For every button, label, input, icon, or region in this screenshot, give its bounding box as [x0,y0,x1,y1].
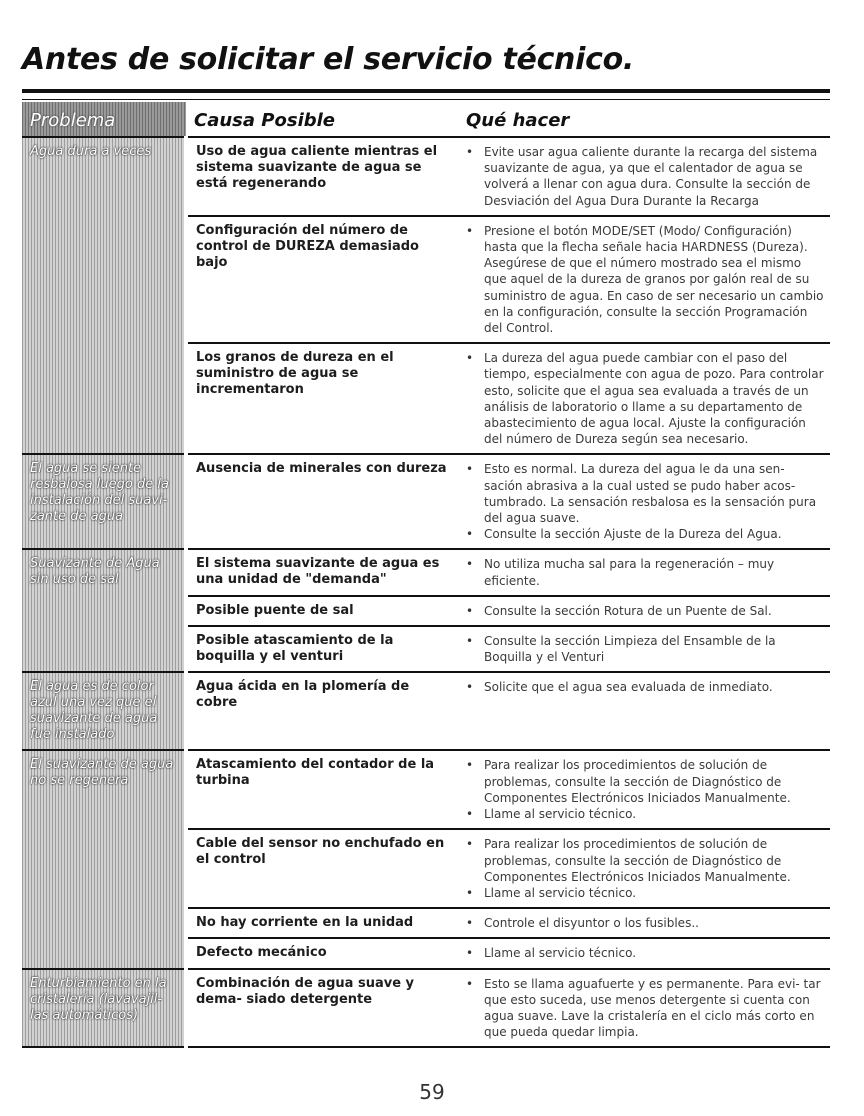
problem-cell: El suavizante de agua no se regenera [22,750,186,968]
todo-cell [458,938,830,968]
todo-item: • Presione el botón MODE/SET (Modo/ Configuración) hasta que la flecha señale hacia HARDNESS (Dureza). Asegúrese de que el número mostrado sea el mismo que aquel de la dureza de granos por galón real de su suministro de agua. En caso de ser necesario un cambio en la configuración, consulte la sección Programación del Control. [464,223,826,336]
header-cause: Causa Posible [186,102,458,137]
todo-item: • La dureza del agua puede cambiar con el paso del tiempo, especialmente con agua de pozo. Para controlar esto, solicite que el agua sea evaluada a través de un análisis de laboratorio o llame a su departamento de abastecimiento de agua local. Ajuste la configuración del número de Dureza según sea necesario. [464,350,826,447]
cause-cell: Configuración del número de control de DUREZA demasiado bajo [186,216,458,343]
todo-cell [458,672,830,750]
header-todo: Qué hacer [458,102,830,137]
cause-cell: Uso de agua caliente mientras el sistema suavizante de agua se está regenerando [186,137,458,216]
todo-item: • Llame al servicio técnico. [464,806,826,822]
todo-cell [458,549,830,595]
todo-item: • Llame al servicio técnico. [464,885,826,901]
table-row [22,454,830,549]
cause-cell: Cable del sensor no enchufado en el control [186,829,458,908]
cause-cell: Los granos de dureza en el suministro de agua se incrementaron [186,343,458,454]
title-rule [22,89,830,93]
table-row [22,969,830,1048]
table-row [22,137,830,216]
table-body [22,137,830,1047]
cause-cell: Agua ácida en la plomería de cobre [186,672,458,750]
table-header-row [22,102,830,137]
cause-cell: No hay corriente en la unidad [186,908,458,938]
problem-cell: El agua se siente resbalosa luego de la instalación del suavi- zante de agua [22,454,186,549]
cause-cell: Ausencia de minerales con dureza [186,454,458,549]
cause-cell: Combinación de agua suave y dema- siado detergente [186,969,458,1048]
todo-cell [458,750,830,829]
cause-cell: Posible atascamiento de la boquilla y el venturi [186,626,458,672]
todo-list [464,603,826,619]
todo-item: • No utiliza mucha sal para la regeneración – muy eficiente. [464,556,826,588]
problem-cell: Enturbiamiento en la cristalería (lavavajil- las automáticos) [22,969,186,1048]
todo-list [464,556,826,588]
todo-list [464,144,826,209]
todo-cell [458,908,830,938]
problem-cell: Agua dura a veces [22,137,186,454]
todo-item: • Consulte la sección Rotura de un Puente de Sal. [464,603,826,619]
todo-item: • Consulte la sección Limpieza del Ensamble de la Boquilla y el Venturi [464,633,826,665]
todo-item: • Evite usar agua caliente durante la recarga del sistema suavizante de agua, ya que el calentador de agua se volverá a llenar con agua dura. Consulte la sección de Desviación del Agua Dura Durante la Recarga [464,144,826,209]
problem-cell: El agua es de color azul una vez que el suavizante de agua fue instalado [22,672,186,750]
todo-list [464,915,826,931]
todo-item: • Solicite que el agua sea evaluada de inmediato. [464,679,826,695]
todo-item: • Esto se llama aguafuerte y es permanente. Para evi- tar que esto suceda, use menos detergente si cuenta con agua suave. Lave la cristalería en el ciclo más corto en que pueda quedar limpia. [464,976,826,1041]
todo-list [464,679,826,695]
todo-cell [458,454,830,549]
todo-cell [458,137,830,216]
todo-item: • Llame al servicio técnico. [464,945,826,961]
todo-cell [458,343,830,454]
troubleshooting-table [22,102,830,1048]
cause-cell: Defecto mecánico [186,938,458,968]
table-row [22,672,830,750]
todo-list [464,945,826,961]
todo-cell [458,829,830,908]
todo-item: • Consulte la sección Ajuste de la Dureza del Agua. [464,526,826,542]
todo-item: • Controle el disyuntor o los fusibles.. [464,915,826,931]
todo-list [464,836,826,901]
todo-list [464,976,826,1041]
todo-list [464,223,826,336]
todo-list [464,350,826,447]
page-title: Antes de solicitar el servicio técnico. [22,42,634,77]
todo-cell [458,969,830,1048]
cause-cell: Atascamiento del contador de la turbina [186,750,458,829]
todo-cell [458,596,830,626]
todo-item: • Esto es normal. La dureza del agua le da una sen- sación abrasiva a la cual usted se pudo haber acos- tumbrado. La sensación resbalosa es la sensación pura del agua suave. [464,461,826,526]
cause-cell: Posible puente de sal [186,596,458,626]
page-number: 59 [419,1080,445,1104]
table-row [22,549,830,595]
cause-cell: El sistema suavizante de agua es una unidad de "demanda" [186,549,458,595]
todo-list [464,757,826,822]
todo-cell [458,626,830,672]
problem-cell: Suavizante de Agua sin uso de sal [22,549,186,672]
todo-item: • Para realizar los procedimientos de solución de problemas, consulte la sección de Diagnóstico de Componentes Electrónicos Iniciados Manualmente. [464,757,826,806]
todo-list [464,461,826,542]
todo-list [464,633,826,665]
header-top-rule [22,99,830,100]
todo-cell [458,216,830,343]
todo-item: • Para realizar los procedimientos de solución de problemas, consulte la sección de Diagnóstico de Componentes Electrónicos Iniciados Manualmente. [464,836,826,885]
header-problem: Problema [22,102,186,137]
table-row [22,750,830,829]
